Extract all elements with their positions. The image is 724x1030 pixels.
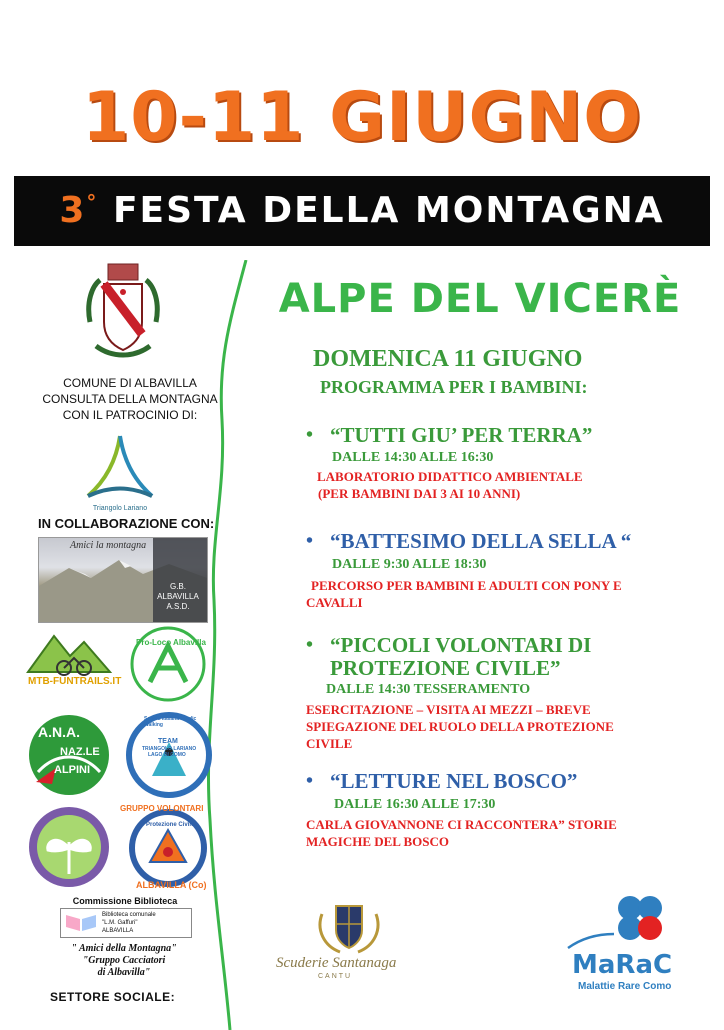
triangolo-lariano-logo-icon — [80, 432, 160, 506]
photo-caption: Amici la montagna — [70, 540, 147, 551]
event-title: PROTEZIONE CIVILE” — [330, 656, 561, 680]
event-title: “PICCOLI VOLONTARI DI — [330, 633, 592, 657]
event-desc: MAGICHE DEL BOSCO — [306, 834, 450, 849]
volontari-text-1: GRUPPO VOLONTARI — [120, 804, 204, 813]
bullet: • — [306, 424, 314, 446]
triangolo-label: Triangolo Lariano — [92, 505, 148, 512]
bullet: • — [306, 770, 314, 792]
cantu-label: CANTU — [318, 973, 353, 980]
pro-loco-logo-icon — [128, 624, 208, 704]
ana-text-3: ALPINI — [54, 764, 91, 776]
location-title: ALPE DEL VICERÈ — [278, 276, 682, 322]
comune-line: CON IL PATROCINIO DI: — [62, 408, 198, 422]
scuderie-crest-icon — [314, 900, 384, 956]
gb-line: G.B. — [169, 582, 186, 591]
biblio-line: "L.M. Gaffuri" — [102, 920, 138, 926]
biblioteca-title: Commissione Biblioteca — [72, 896, 178, 906]
event-title: “LETTURE NEL BOSCO” — [330, 769, 578, 793]
event-title: “BATTESIMO DELLA SELLA “ — [330, 529, 632, 553]
event-time: DALLE 9:30 ALLE 18:30 — [332, 557, 487, 572]
volontari-text-3: ALBAVILLA (Co) — [136, 880, 207, 890]
amici-line: " Amici della Montagna" — [71, 943, 177, 954]
biblio-line: ALBAVILLA — [102, 928, 134, 934]
amici-block — [44, 943, 204, 979]
volontari-text-2: Protezione Civile — [146, 822, 195, 828]
bullet: • — [306, 634, 314, 656]
nordic-text-3: TRIANGOLO LARIANO — [142, 746, 197, 752]
festa-degree: ° — [86, 190, 99, 214]
scuderie-label: Scuderie Santanaga — [276, 955, 397, 971]
nordic-text-4: LAGO DI COMO — [148, 752, 186, 758]
ana-text-1: A.N.A. — [38, 724, 80, 740]
nordic-text-2: TEAM — [158, 738, 178, 745]
book-icon — [64, 911, 98, 933]
festa-title — [0, 190, 724, 231]
biblioteca-text — [102, 911, 188, 935]
marac-title: MaRaC — [572, 950, 673, 980]
gb-albavilla-text — [152, 582, 204, 612]
event-desc: (PER BAMBINI DAI 3 AI 10 ANNI) — [318, 486, 521, 501]
nordic-text-1: Scuola Italiana Nordic Walking — [144, 716, 197, 728]
settore-sociale: SETTORE SOCIALE: — [50, 990, 176, 1004]
collab-heading: IN COLLABORAZIONE CON: — [38, 516, 215, 531]
gb-line: ALBAVILLA — [157, 592, 199, 601]
event-desc: CAVALLI — [306, 595, 363, 610]
comune-line: COMUNE DI ALBAVILLA — [63, 376, 197, 390]
biblio-line: Biblioteca comunale — [102, 912, 156, 918]
event-desc: LABORATORIO DIDATTICO AMBIENTALE — [317, 469, 583, 484]
event-time: DALLE 14:30 ALLE 16:30 — [332, 450, 494, 465]
coat-of-arms-icon — [82, 262, 164, 362]
mtb-label: MTB-FUNTRAILS.IT — [28, 676, 122, 687]
event-desc: ESERCITAZIONE – VISITA AI MEZZI – BREVE — [306, 702, 591, 717]
marac-subtitle: Malattie Rare Como — [578, 981, 672, 992]
ana-text-2: NAZ.LE — [60, 746, 100, 758]
gb-line: A.S.D. — [166, 602, 190, 611]
event-time: DALLE 14:30 TESSERAMENTO — [326, 682, 531, 697]
festa-title-text: FESTA DELLA MONTAGNA — [112, 190, 665, 231]
event-time: DALLE 16:30 ALLE 17:30 — [334, 797, 496, 812]
bullet: • — [306, 530, 314, 552]
event-desc: CIVILE — [306, 736, 353, 751]
amici-line: "Gruppo Cacciatori — [82, 955, 166, 966]
proloco-label: Pro-Loco Albavilla — [136, 638, 206, 647]
festa-number: 3 — [59, 190, 87, 231]
event-title: “TUTTI GIU’ PER TERRA” — [330, 423, 593, 447]
event-desc: SPIEGAZIONE DEL RUOLO DELLA PROTEZIONE — [306, 719, 614, 734]
event-desc: CARLA GIOVANNONE CI RACCONTERA” STORIE — [306, 817, 617, 832]
comune-block — [30, 375, 230, 423]
program-day: DOMENICA 11 GIUGNO — [313, 346, 583, 372]
program-subtitle: PROGRAMMA PER I BAMBINI: — [320, 377, 588, 397]
protezione-civile-logo-icon — [128, 808, 208, 888]
amici-line: di Albavilla" — [97, 967, 151, 978]
event-desc: PERCORSO PER BAMBINI E ADULTI CON PONY E — [311, 578, 622, 593]
comune-line: CONSULTA DELLA MONTAGNA — [42, 392, 218, 406]
date-title: 10-11 GIUGNO — [81, 78, 643, 157]
swoosh-icon — [566, 930, 616, 950]
seedling-logo-icon — [26, 804, 112, 890]
